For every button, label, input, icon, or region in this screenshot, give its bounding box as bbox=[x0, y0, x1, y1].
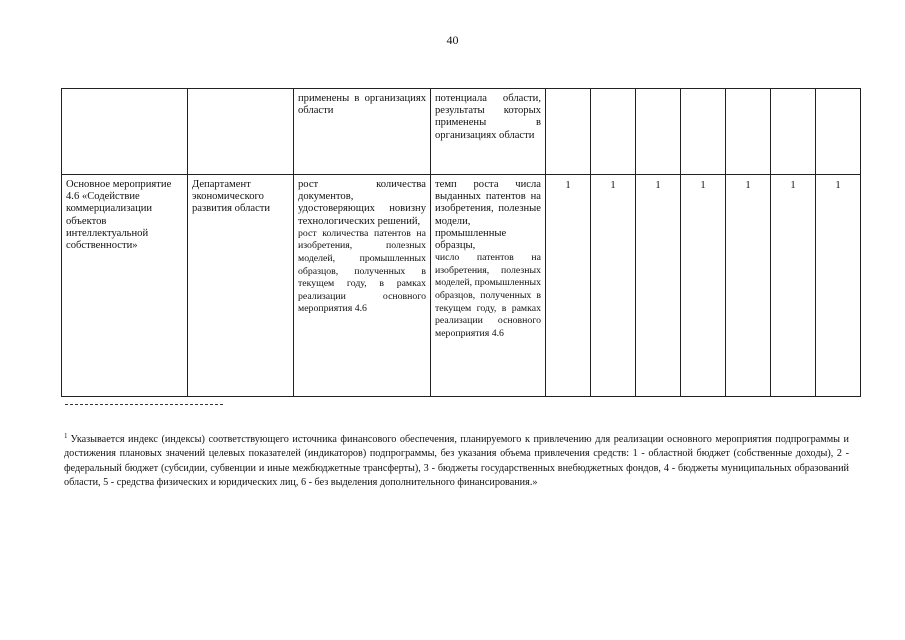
indicator-sub-text: число патентов на изобретения, полезных моделей, промышленных образцов, полученных в текущем году, в рамках реализации основного мероприятия 4.6 bbox=[435, 252, 541, 339]
year-value-cell: 1 bbox=[636, 175, 681, 397]
responsible-executor-cell: Департамент экономического развития области bbox=[188, 175, 294, 397]
footnote bbox=[64, 429, 849, 491]
table-row bbox=[62, 89, 861, 175]
activity-name-cell bbox=[62, 89, 188, 175]
year-value-cell bbox=[681, 89, 726, 175]
year-value-cell bbox=[591, 89, 636, 175]
footnote-text: Указывается индекс (индексы) соответствующего источника финансового обеспечения, планируемого к привлечению для реализации основного мероприятия подпрограммы и достижения плановых значений целевых показателей (индикаторов) подпрограммы, без указания объема привлечения средств: 1 - областной бюджет (собственные доходы), 2 - федеральный бюджет (субсидии, субвенции и иные межбюджетные трансферты), 3 - бюджеты государственных внебюджетных фондов, 4 - бюджеты муниципальных образований области, 5 - средства физических и юридических лиц, 6 - без выделения дополнительного финансирования.» bbox=[64, 434, 849, 489]
year-value-cell bbox=[636, 89, 681, 175]
footnote-divider bbox=[65, 404, 223, 405]
activity-name-cell: Основное мероприятие 4.6 «Содействие коммерциализации объектов интеллектуальной собственности» bbox=[62, 175, 188, 397]
table-row bbox=[62, 175, 861, 397]
year-value-cell bbox=[546, 89, 591, 175]
responsible-executor-cell bbox=[188, 89, 294, 175]
page-number: 40 bbox=[446, 33, 459, 47]
year-value-cell: 1 bbox=[771, 175, 816, 397]
expected-result-cell bbox=[294, 175, 431, 397]
program-activities-table bbox=[61, 88, 861, 397]
indicator-main-text: темп роста числа выданных патентов на изобретения, полезные модели, промышленные образцы, bbox=[435, 179, 541, 252]
expected-result-cell: применены в организациях области bbox=[294, 89, 431, 175]
indicator-link-cell bbox=[431, 175, 546, 397]
year-value-cell: 1 bbox=[591, 175, 636, 397]
footnote-marker: 1 bbox=[64, 432, 68, 440]
year-value-cell: 1 bbox=[681, 175, 726, 397]
year-value-cell: 1 bbox=[726, 175, 771, 397]
year-value-cell bbox=[816, 89, 861, 175]
year-value-cell: 1 bbox=[816, 175, 861, 397]
indicator-link-cell: потенциала области, результаты которых применены в организациях области bbox=[431, 89, 546, 175]
year-value-cell bbox=[771, 89, 816, 175]
year-value-cell: 1 bbox=[546, 175, 591, 397]
year-value-cell bbox=[726, 89, 771, 175]
expected-result-main-text: рост количества документов, удостоверяющих новизну технологических решений, bbox=[298, 179, 426, 227]
expected-result-sub-text: рост количества патентов на изобретения, полезных моделей, промышленных образцов, полученных в текущем году, в рамках реализации основного мероприятия 4.6 bbox=[298, 227, 426, 315]
